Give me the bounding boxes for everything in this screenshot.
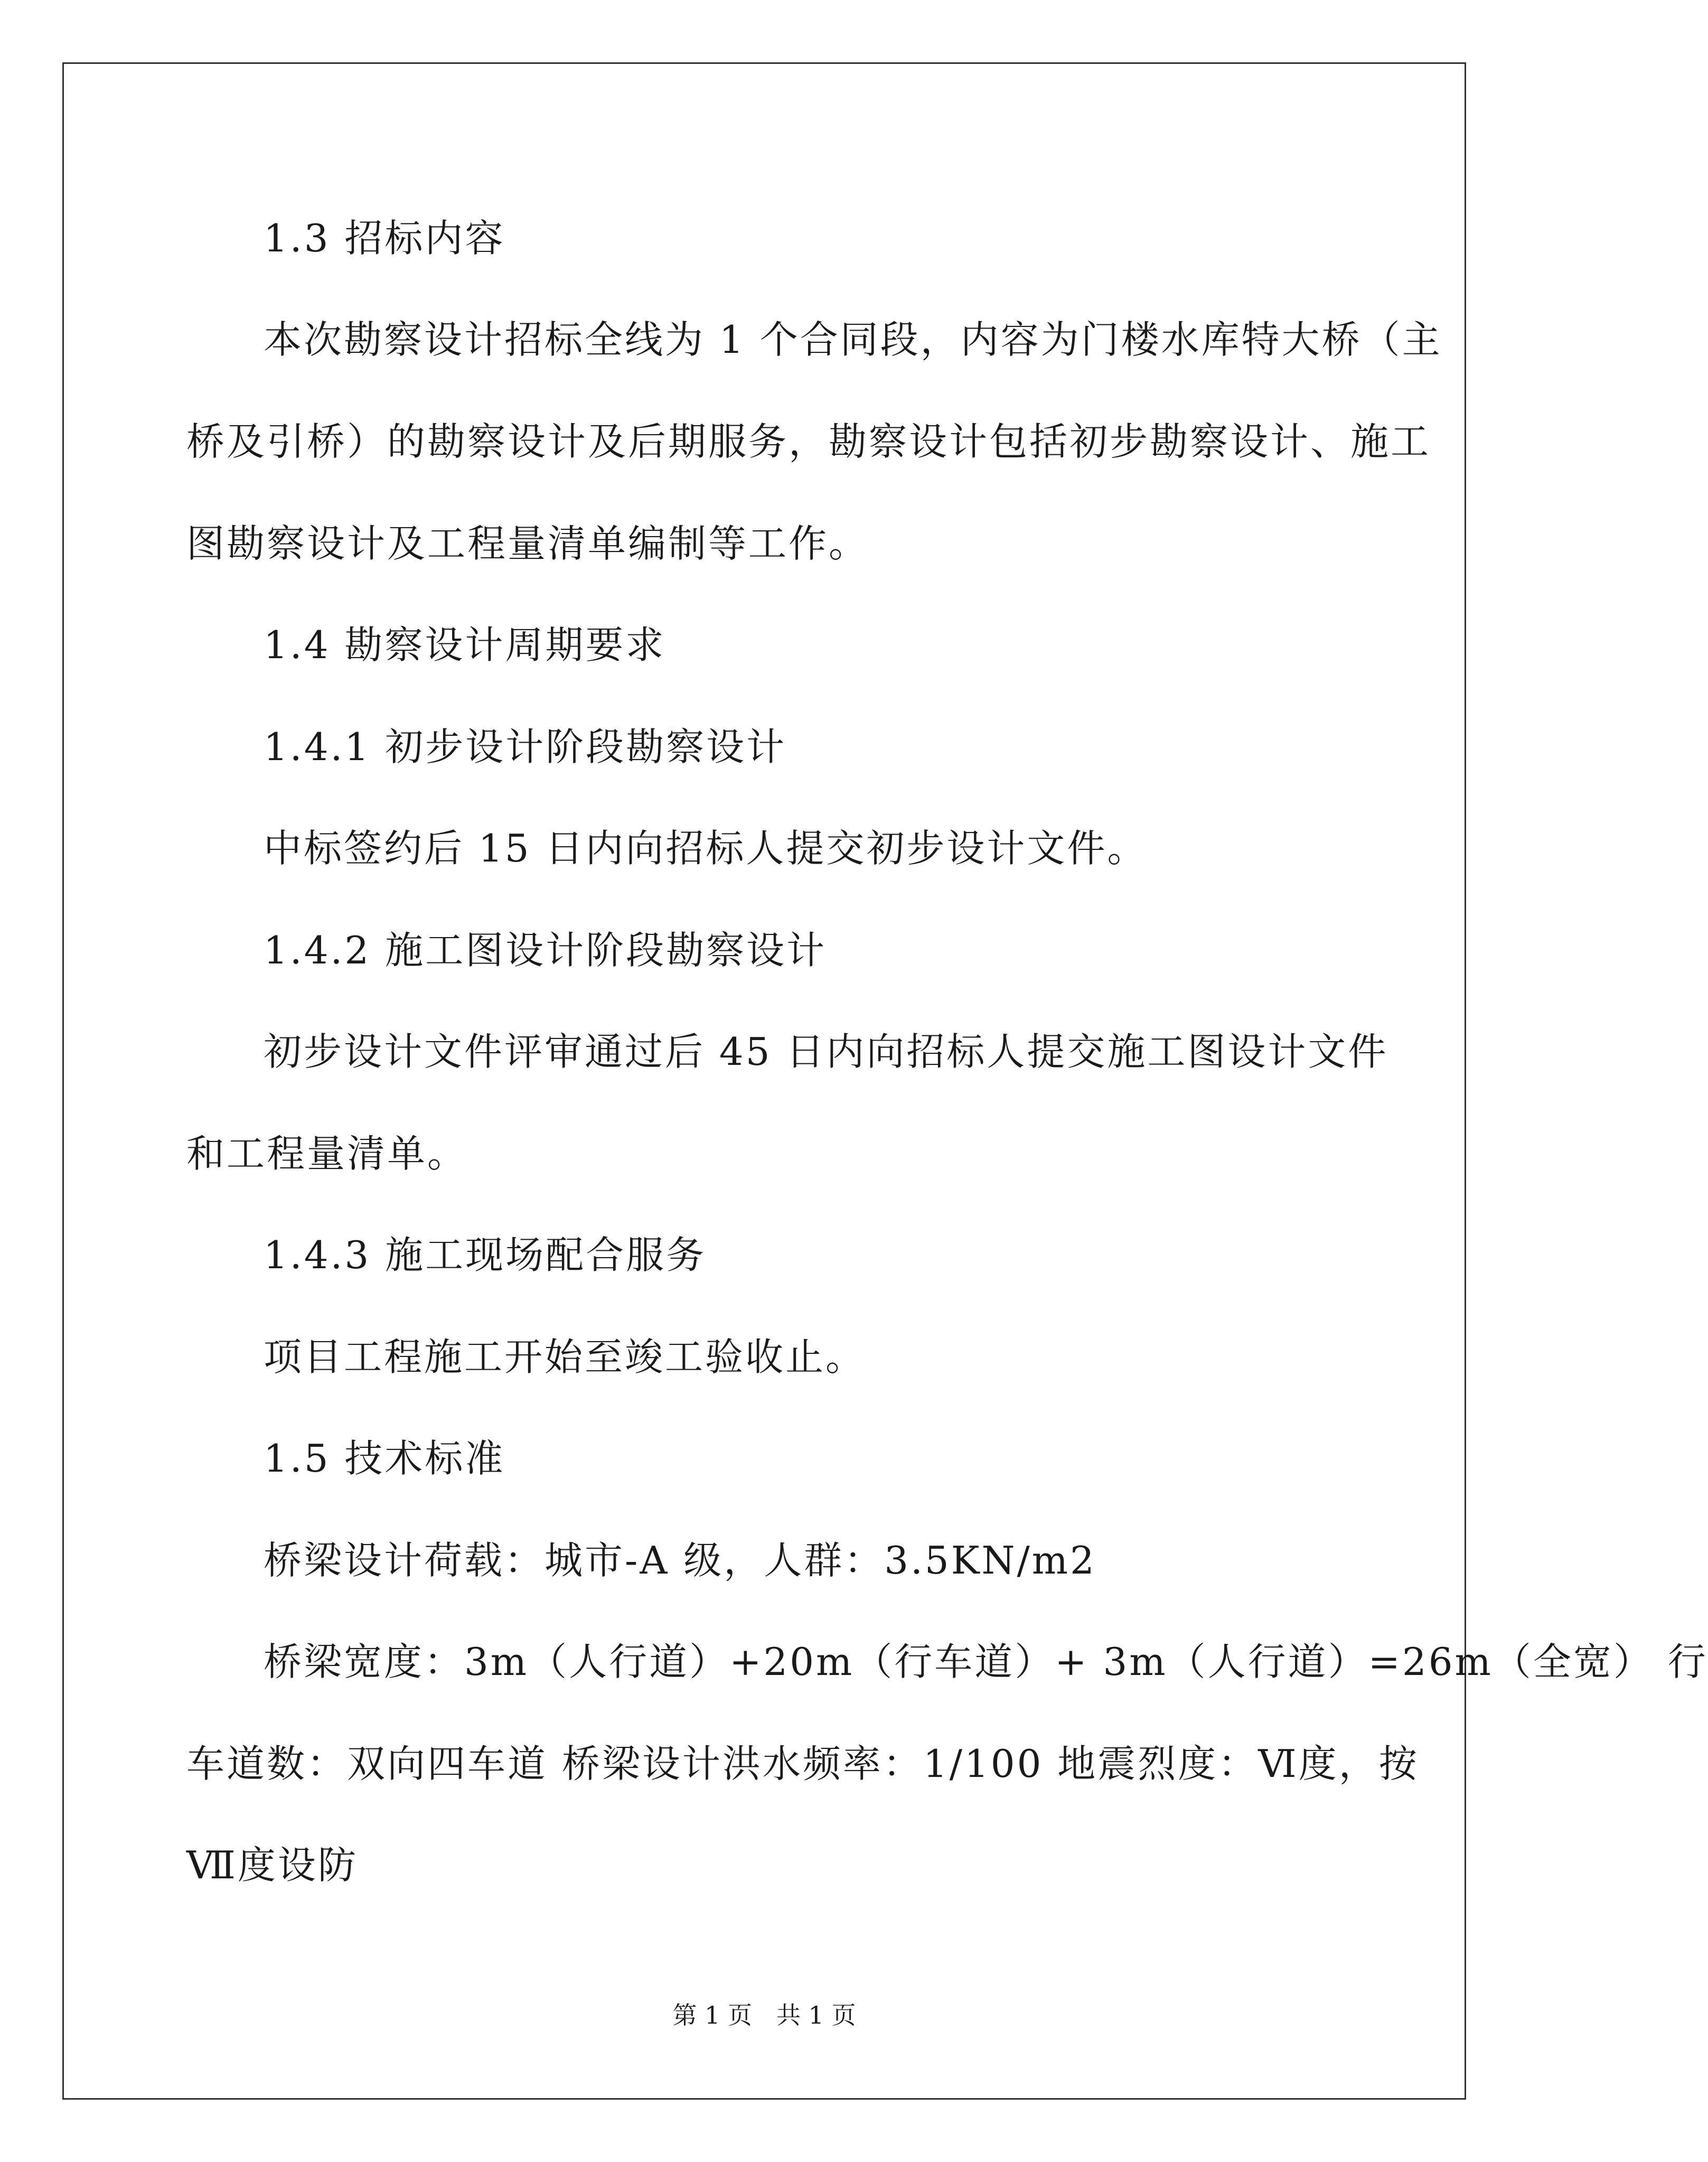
paragraph-line: 图勘察设计及工程量清单编制等工作。 [186, 521, 869, 566]
paragraph-line: 本次勘察设计招标全线为 1 个合同段，内容为门楼水库特大桥（主 [264, 317, 1442, 362]
paragraph-line: 中标签约后 15 日内向招标人提交初步设计文件。 [264, 826, 1148, 871]
heading-1-4-3: 1.4.3 施工现场配合服务 [264, 1233, 707, 1277]
paragraph-line: 初步设计文件评审通过后 45 日内向招标人提交施工图设计文件 [264, 1029, 1388, 1074]
paragraph-line: 车道数：双向四车道 桥梁设计洪水频率：1/100 地震烈度：Ⅵ度，按 [186, 1742, 1419, 1786]
paragraph-line: 桥梁设计荷载：城市-A 级，人群：3.5KN/m2 [264, 1538, 1096, 1583]
heading-1-4-2: 1.4.2 施工图设计阶段勘察设计 [264, 928, 827, 972]
paragraph-line: 和工程量清单。 [186, 1131, 468, 1176]
heading-1-5: 1.5 技术标准 [264, 1436, 505, 1481]
page-footer: 第 1 页 共 1 页 [672, 2001, 856, 2029]
heading-1-3: 1.3 招标内容 [264, 216, 505, 260]
paragraph-line: Ⅶ度设防 [186, 1843, 358, 1887]
heading-1-4-1: 1.4.1 初步设计阶段勘察设计 [264, 725, 787, 769]
paragraph-line: 项目工程施工开始至竣工验收止。 [264, 1335, 866, 1379]
paragraph-line: 桥梁宽度：3m（人行道）+20m（行车道）+ 3m（人行道）=26m（全宽） 行 [264, 1640, 1708, 1684]
heading-1-4: 1.4 勘察设计周期要求 [264, 623, 666, 667]
page-border [62, 62, 1466, 2100]
paragraph-line: 桥及引桥）的勘察设计及后期服务，勘察设计包括初步勘察设计、施工 [186, 419, 1431, 464]
